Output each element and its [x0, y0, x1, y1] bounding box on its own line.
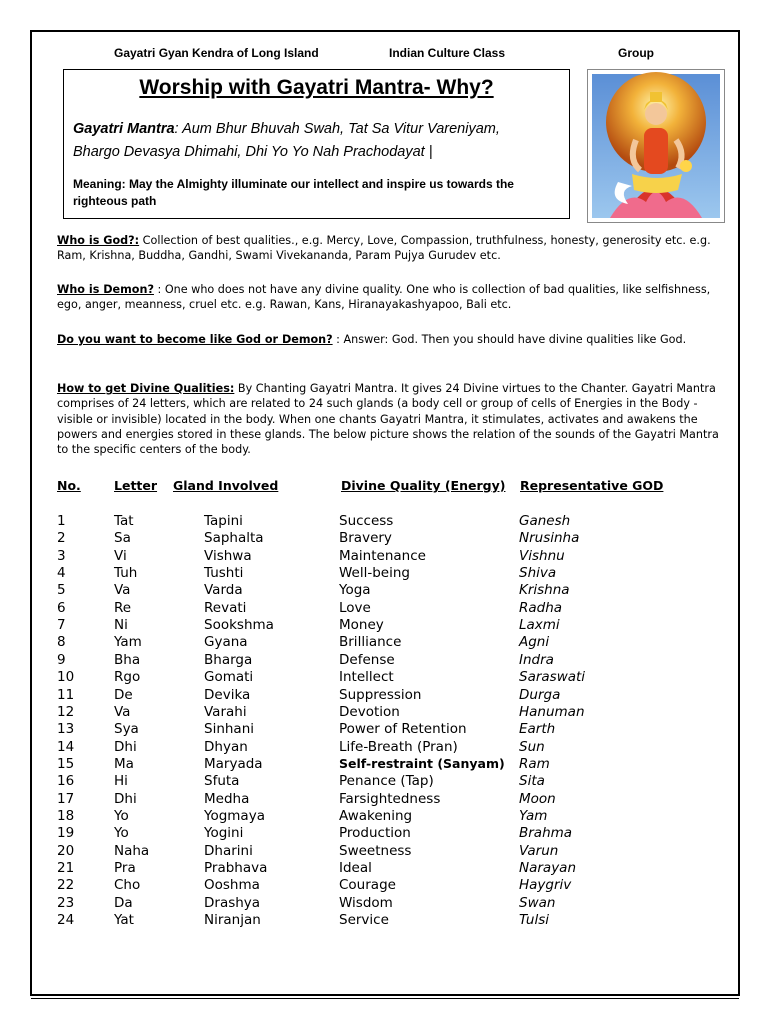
row-number: 16: [57, 773, 75, 790]
answer-text: By Chanting Gayatri Mantra. It gives 24 Divine virtues to the Chanter. Gayatri Mantra comprises of 24 letters, which are related to 24 such glands (a body cell or group of cells of Energies in the Body - visible or invisible) located in the body. When one chants Gayatri Mantra, it stimulates, activates and awakens the powers and energies stored in these glands. The below picture shows the relation of the sounds of the Gayatri Mantra to the specific centers of the body.: [57, 382, 719, 457]
row-gland: Varahi: [204, 703, 247, 720]
row-number: 24: [57, 912, 75, 929]
row-quality: Penance (Tap): [339, 773, 434, 790]
row-gland: Tushti: [204, 565, 244, 582]
table-row: [0, 600, 768, 617]
row-god: Tulsi: [519, 912, 549, 929]
row-god: Agni: [519, 634, 550, 651]
row-number: 19: [57, 825, 75, 842]
table-header-quality: Divine Quality (Energy): [341, 478, 506, 493]
row-quality: Sweetness: [339, 842, 412, 859]
row-god: Nrusinha: [519, 530, 580, 547]
table-row: [0, 895, 768, 912]
row-number: 21: [57, 860, 75, 876]
meaning-text: Meaning: May the Almighty illuminate our intellect and inspire us towards the righteous path: [73, 177, 514, 208]
row-quality: Power of Retention: [339, 721, 467, 738]
row-god: Haygriv: [519, 877, 572, 894]
table-row: [0, 617, 768, 634]
row-letter: Rgo: [114, 669, 141, 686]
table-row: [0, 739, 768, 756]
row-god: Varun: [519, 842, 559, 859]
row-quality: Bravery: [339, 530, 392, 547]
row-god: Durga: [519, 686, 561, 703]
table-row: [0, 773, 768, 790]
mantra-label: Gayatri Mantra: [73, 121, 175, 137]
row-number: 10: [57, 669, 75, 686]
row-letter: Yam: [114, 634, 142, 651]
row-quality: Intellect: [339, 669, 394, 686]
row-letter: Ni: [114, 617, 128, 634]
row-gland: Sookshma: [204, 617, 274, 634]
row-number: 11: [57, 686, 75, 703]
row-god: Krishna: [519, 582, 570, 599]
row-letter: Sa: [114, 530, 131, 547]
row-number: 17: [57, 790, 75, 807]
row-quality: Farsightedness: [339, 790, 441, 807]
row-gland: Varda: [204, 582, 243, 599]
mantra-line2: Bhargo Devasya Dhimahi, Dhi Yo Yo Nah Prachodayat |: [73, 144, 433, 160]
table-row: [0, 877, 768, 894]
header-org: Gayatri Gyan Kendra of Long Island: [114, 46, 319, 60]
question-label: How to get Divine Qualities:: [57, 382, 235, 395]
row-number: 8: [57, 634, 66, 651]
row-quality: Defense: [339, 651, 395, 668]
table-row: [0, 652, 768, 669]
row-number: 23: [57, 894, 75, 911]
row-number: 1: [57, 513, 66, 529]
row-letter: Cho: [114, 877, 141, 894]
row-letter: Yo: [114, 825, 129, 842]
section-who-is-god: [57, 233, 721, 264]
row-god: Laxmi: [519, 617, 560, 634]
answer-text: : Answer: God. Then you should have divine qualities like God.: [332, 333, 687, 346]
header-group: Group: [618, 46, 654, 60]
row-quality: Ideal: [339, 860, 372, 876]
row-god: Ganesh: [519, 513, 571, 529]
table-row: [0, 669, 768, 686]
row-number: 14: [57, 738, 75, 755]
row-quality: Suppression: [339, 686, 422, 703]
row-letter: Yo: [114, 807, 129, 824]
row-quality: Maintenance: [339, 547, 426, 564]
row-gland: Yogmaya: [204, 807, 265, 824]
table-row: [0, 843, 768, 860]
row-gland: Yogini: [204, 825, 244, 842]
row-gland: Niranjan: [204, 912, 261, 929]
row-quality: Courage: [339, 877, 396, 894]
row-gland: Ooshma: [204, 877, 260, 894]
section-who-is-demon: [57, 282, 721, 313]
row-gland: Bharga: [204, 651, 253, 668]
row-number: 2: [57, 530, 66, 547]
mantra-text: [73, 118, 553, 164]
row-letter: Re: [114, 599, 132, 616]
row-letter: Sya: [114, 721, 139, 738]
row-quality: Service: [339, 912, 389, 929]
row-quality: Success: [339, 513, 394, 529]
row-letter: Dhi: [114, 790, 137, 807]
row-quality: Wisdom: [339, 894, 393, 911]
row-quality: Self-restraint (Sanyam): [339, 755, 505, 771]
row-quality: Devotion: [339, 703, 400, 720]
row-quality: Well-being: [339, 565, 410, 582]
goddess-image: [587, 69, 725, 223]
row-god: Yam: [519, 807, 548, 824]
row-number: 12: [57, 703, 75, 720]
table-row: [0, 687, 768, 704]
row-letter: Naha: [114, 842, 150, 859]
section-divine-qualities: [57, 381, 721, 457]
table-header-no: No.: [57, 478, 81, 493]
row-god: Brahma: [519, 825, 573, 842]
row-gland: Maryada: [204, 755, 263, 772]
row-god: Indra: [519, 651, 554, 668]
table-row: [0, 860, 768, 877]
title-box: [63, 69, 570, 219]
row-god: Sita: [519, 773, 545, 790]
row-god: Moon: [519, 790, 556, 807]
row-number: 5: [57, 582, 66, 599]
table-row: [0, 548, 768, 565]
header-class: Indian Culture Class: [389, 46, 506, 60]
row-gland: Prabhava: [204, 860, 268, 876]
row-god: Shiva: [519, 565, 557, 582]
row-number: 9: [57, 651, 66, 668]
question-label: Do you want to become like God or Demon?: [57, 333, 333, 346]
row-letter: Tuh: [114, 565, 138, 582]
table-row: [0, 582, 768, 599]
row-number: 6: [57, 599, 66, 616]
row-number: 18: [57, 807, 75, 824]
row-number: 20: [57, 842, 75, 859]
row-gland: Sfuta: [204, 773, 240, 790]
row-letter: Va: [114, 703, 131, 720]
row-quality: Brilliance: [339, 634, 402, 651]
row-letter: Da: [114, 894, 133, 911]
table-row: [0, 530, 768, 547]
row-god: Sun: [519, 738, 545, 755]
row-letter: Yat: [114, 912, 134, 929]
row-god: Narayan: [519, 860, 577, 876]
row-number: 13: [57, 721, 75, 738]
table-row: [0, 721, 768, 738]
table-row: [0, 513, 768, 530]
row-letter: Vi: [114, 547, 127, 564]
row-letter: Bha: [114, 651, 141, 668]
goddess-illustration: [588, 70, 724, 222]
table-row: [0, 912, 768, 929]
row-gland: Saphalta: [204, 530, 264, 547]
row-letter: Tat: [114, 513, 134, 529]
table-header-letter: Letter: [114, 478, 158, 493]
answer-text: : One who does not have any divine quality. One who is collection of bad qualities, like selfishness, ego, anger, meanness, cruel etc. e.g. Rawan, Kans, Hiranayakashyapoo, Bali etc.: [57, 283, 711, 312]
row-quality: Yoga: [339, 582, 371, 599]
row-quality: Life-Breath (Pran): [339, 738, 458, 755]
row-letter: Dhi: [114, 738, 137, 755]
row-gland: Dhyan: [204, 738, 248, 755]
mantra-line1: : Aum Bhur Bhuvah Swah, Tat Sa Vitur Vareniyam,: [174, 121, 500, 137]
row-number: 22: [57, 877, 75, 894]
row-gland: Devika: [204, 686, 251, 703]
table-row: [0, 756, 768, 773]
table-row: [0, 704, 768, 721]
row-number: 3: [57, 547, 66, 564]
table-row: [0, 565, 768, 582]
row-gland: Drashya: [204, 894, 261, 911]
row-letter: Ma: [114, 755, 134, 772]
row-gland: Vishwa: [204, 547, 252, 564]
row-number: 7: [57, 617, 66, 634]
row-god: Ram: [519, 755, 550, 772]
row-number: 15: [57, 755, 75, 772]
row-god: Hanuman: [519, 703, 585, 720]
row-god: Vishnu: [519, 547, 565, 564]
row-god: Radha: [519, 599, 563, 616]
row-letter: Va: [114, 582, 131, 599]
table-header-gland: Gland Involved: [173, 478, 279, 493]
question-label: Who is God?:: [57, 234, 140, 247]
row-letter: Pra: [114, 860, 136, 876]
row-gland: Revati: [204, 599, 247, 616]
row-god: Earth: [519, 721, 556, 738]
table-row: [0, 808, 768, 825]
row-quality: Awakening: [339, 807, 413, 824]
row-gland: Medha: [204, 790, 250, 807]
table-row: [0, 634, 768, 651]
row-gland: Dharini: [204, 842, 253, 859]
row-gland: Tapini: [204, 513, 243, 529]
row-number: 4: [57, 565, 66, 582]
row-letter: Hi: [114, 773, 128, 790]
row-god: Swan: [519, 894, 556, 911]
row-quality: Production: [339, 825, 411, 842]
answer-text: Collection of best qualities., e.g. Mercy, Love, Compassion, truthfulness, honesty, generosity etc. e.g. Ram, Krishna, Buddha, Gandhi, Swami Vivekananda, Param Pujya Gurudev etc.: [57, 234, 711, 263]
row-god: Saraswati: [519, 669, 586, 686]
table-row: [0, 825, 768, 842]
row-quality: Money: [339, 617, 384, 634]
row-gland: Gomati: [204, 669, 254, 686]
section-god-or-demon: [57, 332, 721, 347]
row-quality: Love: [339, 599, 371, 616]
table-header-god: Representative GOD: [520, 478, 664, 493]
page-title: Worship with Gayatri Mantra- Why?: [139, 76, 494, 99]
row-gland: Sinhani: [204, 721, 255, 738]
table-row: [0, 791, 768, 808]
question-label: Who is Demon?: [57, 283, 154, 296]
row-gland: Gyana: [204, 634, 248, 651]
row-letter: De: [114, 686, 133, 703]
